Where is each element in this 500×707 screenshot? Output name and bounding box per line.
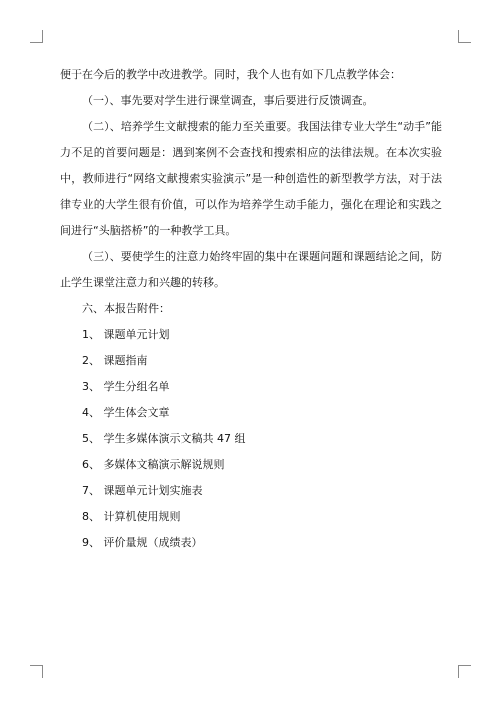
list-item: 5、 学生多媒体演示文稿共 47 组 bbox=[82, 432, 246, 445]
section-heading-attachments: 六、本报告附件： bbox=[82, 302, 170, 315]
paragraph-item-three: （三）、要使学生的注意力始终牢固的集中在课题问题和课题结论之间，防止学生课堂注意力和兴趣的转移。 bbox=[60, 250, 442, 289]
list-item: 1、 课题单元计划 bbox=[82, 328, 170, 341]
document-body bbox=[60, 62, 442, 556]
paragraph-teaching-reflection-intro: 便于在今后的教学中改进教学。同时，我个人也有如下几点教学体会： bbox=[60, 68, 401, 81]
list-item: 8、 计算机使用规则 bbox=[82, 510, 181, 523]
list-item: 9、 评价量规（成绩表） bbox=[82, 536, 203, 549]
list-item: 7、 课题单元计划实施表 bbox=[82, 484, 203, 497]
list-item: 4、 学生体会文章 bbox=[82, 406, 170, 419]
list-item: 6、 多媒体文稿演示解说规则 bbox=[82, 458, 225, 471]
list-item: 2、 课题指南 bbox=[82, 354, 148, 367]
crop-mark-top-right bbox=[458, 30, 471, 43]
list-item: 3、 学生分组名单 bbox=[82, 380, 170, 393]
crop-mark-bottom-left bbox=[30, 665, 43, 678]
paragraph-item-two: （二）、培养学生文献搜索的能力至关重要。我国法律专业大学生“动手”能力不足的首要问题是：遇到案例不会查找和搜索相应的法律法规。在本次实验中，教师进行“网络文献搜索实验演示”是一种创造性的新型教学方法，对于法律专业的大学生很有价值，可以作为培养学生动手能力，强化在理论和实践之间进行“头脑搭桥”的一种教学工具。 bbox=[60, 120, 442, 237]
attachment-list bbox=[60, 322, 442, 556]
paragraph-item-one: （一）、事先要对学生进行课堂调查，事后要进行反馈调查。 bbox=[82, 94, 374, 107]
crop-mark-bottom-right bbox=[458, 665, 471, 678]
crop-mark-top-left bbox=[30, 30, 43, 43]
